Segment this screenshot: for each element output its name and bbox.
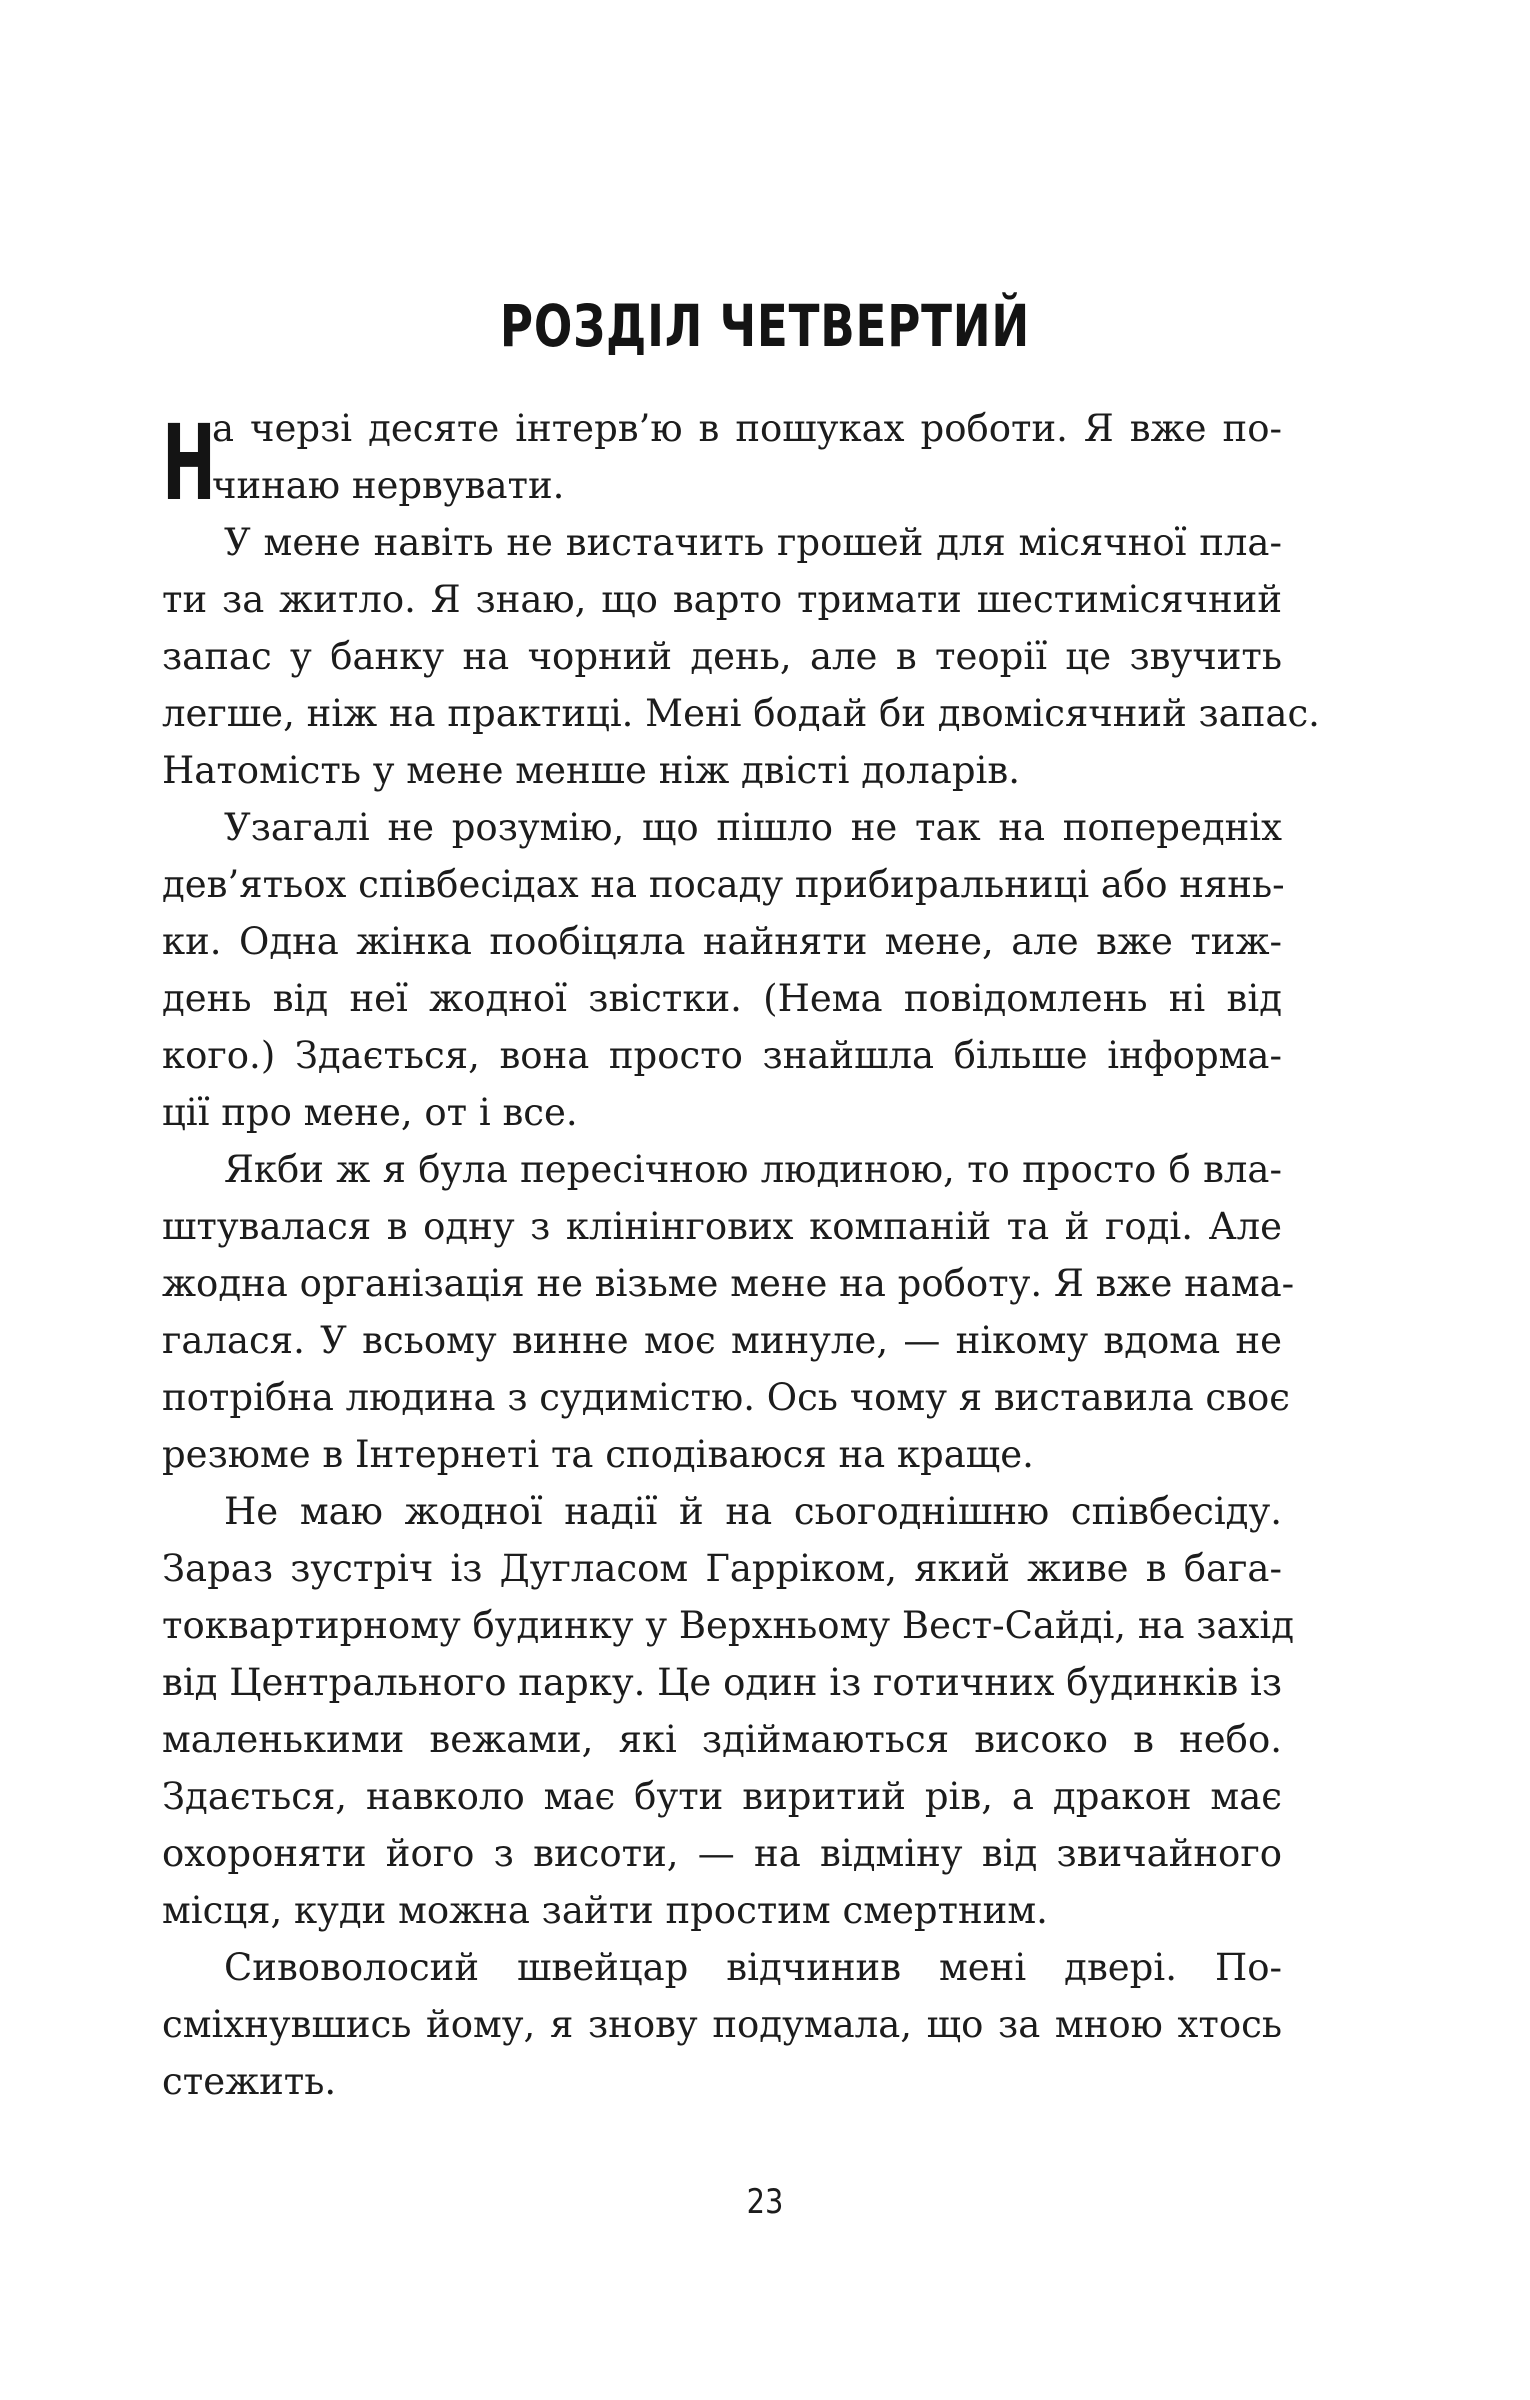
text-line: день від неї жодної звістки. (Нема повідомлень ні від	[162, 977, 1282, 1020]
text-line: від Центрального парку. Це один із готичних будинків із	[162, 1661, 1282, 1704]
text-line: сміхнувшись йому, я знову подумала, що за мною хтось	[162, 2003, 1282, 2046]
text-line: а черзі десяте інтерв’ю в пошуках роботи. Я вже по-	[212, 407, 1282, 450]
body-text	[162, 400, 1320, 2110]
text-line: штувалася в одну з клінінгових компаній та й годі. Але	[162, 1205, 1282, 1248]
text-line: Не маю жодної надії й на сьогоднішню співбесіду.	[224, 1490, 1282, 1533]
text-line: потрібна людина з судимістю. Ось чому я виставила своє	[162, 1376, 1290, 1419]
text-line: ки. Одна жінка пообіцяла найняти мене, але вже тиж-	[162, 920, 1282, 963]
text-line: галася. У всьому винне моє минуле, — нікому вдома не	[162, 1319, 1282, 1362]
text-line: Якби ж я була пересічною людиною, то просто б вла-	[224, 1148, 1282, 1191]
text-line: маленькими вежами, які здіймаються високо в небо.	[162, 1718, 1282, 1761]
text-line: стежить.	[162, 2060, 337, 2103]
text-line: Здається, навколо має бути виритий рів, а дракон має	[162, 1775, 1282, 1818]
text-line: резюме в Інтернеті та сподіваюся на краще.	[162, 1433, 1034, 1476]
text-line: запас у банку на чорний день, але в теорії це звучить	[162, 635, 1282, 678]
drop-cap: Н	[162, 402, 216, 524]
page-number: 23	[746, 2182, 784, 2222]
text-line: кого.) Здається, вона просто знайшла більше інформа-	[162, 1034, 1282, 1077]
text-line: токвартирному будинку у Верхньому Вест-Сайді, на захід	[162, 1604, 1295, 1647]
text-line: Натомість у мене менше ніж двісті доларів.	[162, 749, 1020, 792]
text-line: У мене навіть не вистачить грошей для місячної пла-	[224, 521, 1282, 564]
text-line: легше, ніж на практиці. Мені бодай би двомісячний запас.	[162, 692, 1320, 735]
text-line: Сивоволосий швейцар відчинив мені двері. По-	[224, 1946, 1282, 1989]
text-line: ції про мене, от і все.	[162, 1091, 578, 1134]
text-line: чинаю нервувати.	[212, 464, 565, 507]
text-line: охороняти його з висоти, — на відміну від звичайного	[162, 1832, 1282, 1875]
chapter-title: РОЗДІЛ ЧЕТВЕРТИЙ	[499, 292, 1031, 360]
text-line: Зараз зустріч із Дугласом Гарріком, який живе в бага-	[162, 1547, 1282, 1590]
text-line: місця, куди можна зайти простим смертним.	[162, 1889, 1048, 1932]
text-line: дев’ятьох співбесідах на посаду прибиральниці або нянь-	[162, 863, 1285, 906]
text-line: ти за житло. Я знаю, що варто тримати шестимісячний	[162, 578, 1282, 621]
text-line: Узагалі не розумію, що пішло не так на попередніх	[224, 806, 1282, 849]
text-line: жодна організація не візьме мене на роботу. Я вже нама-	[162, 1262, 1295, 1305]
